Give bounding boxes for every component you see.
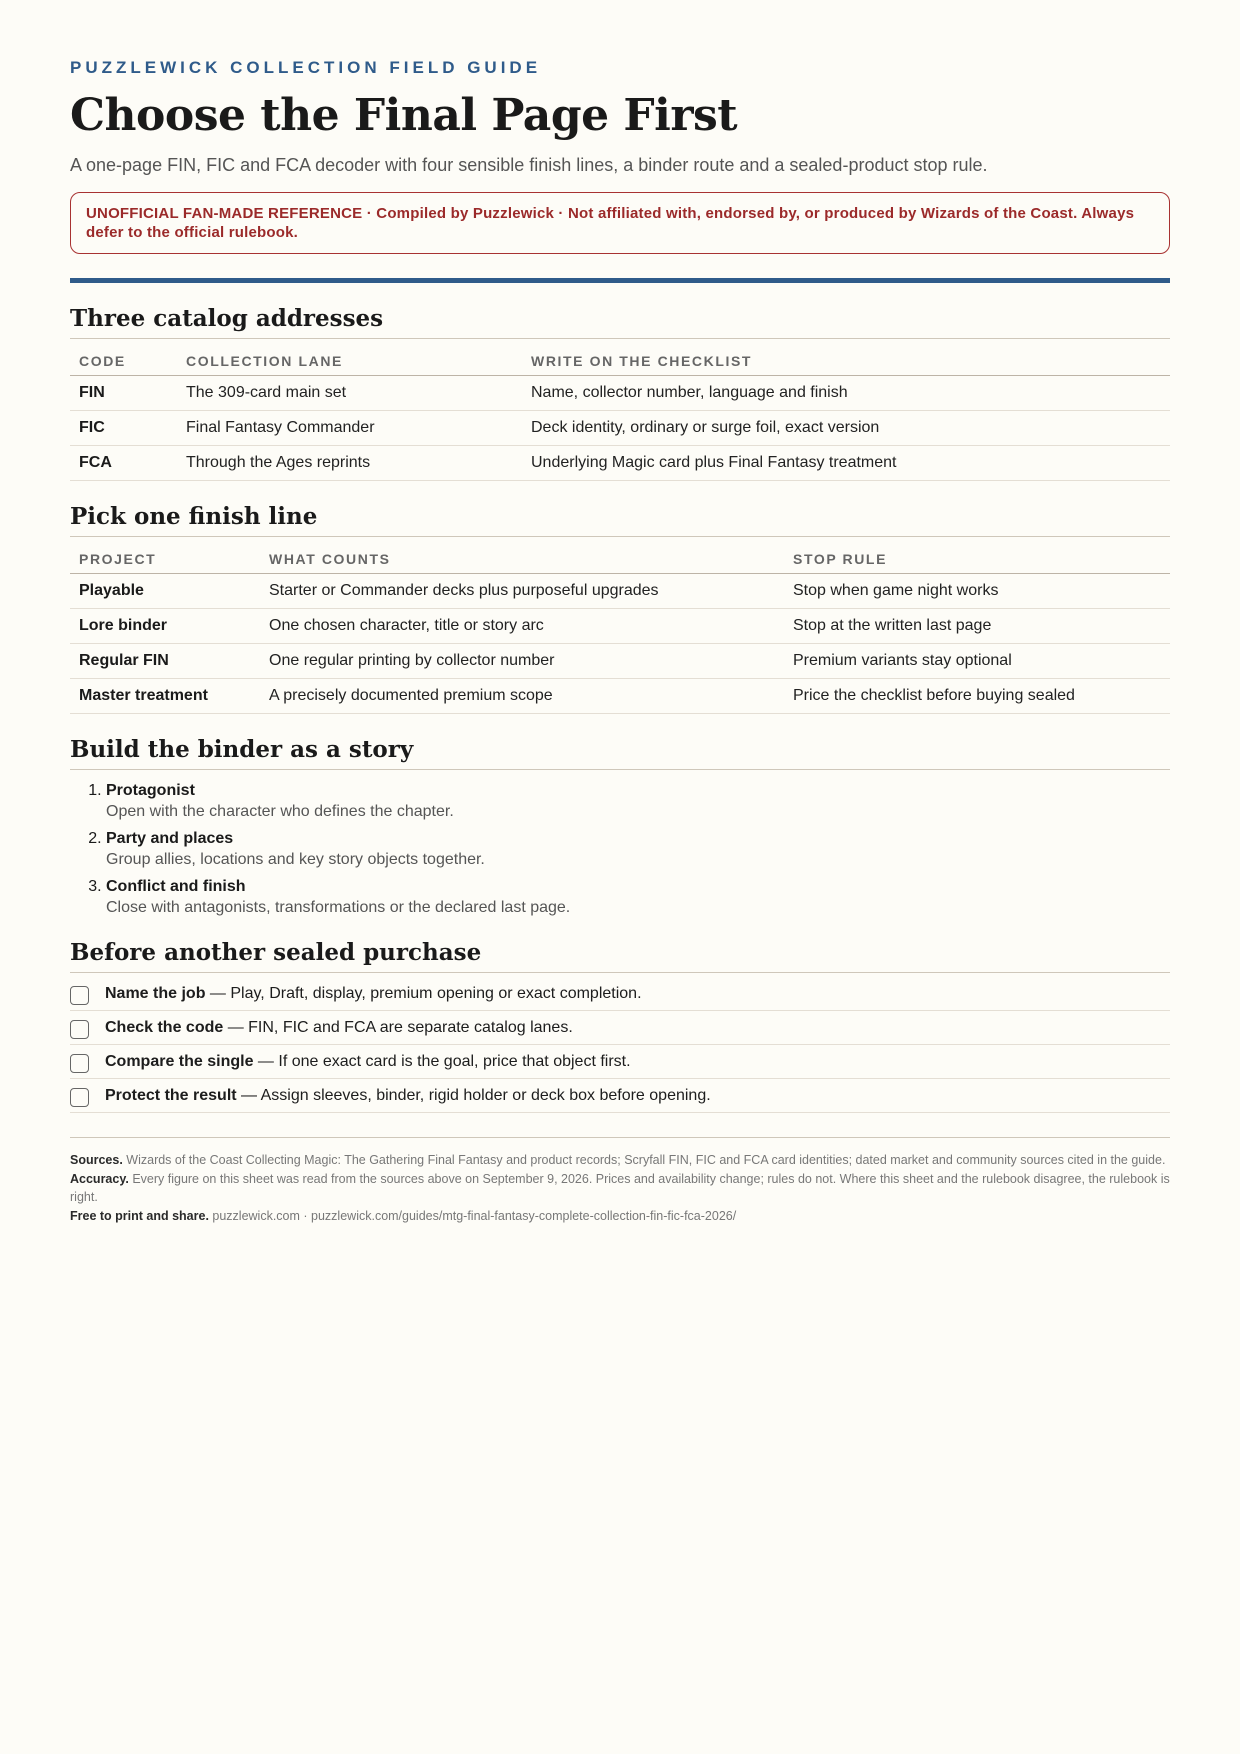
table-cell: Price the checklist before buying sealed <box>784 679 1170 714</box>
sealed-section <box>70 939 1170 1113</box>
table-cell: One chosen character, title or story arc <box>260 609 784 644</box>
step-description: Close with antagonists, transformations or the declared last page. <box>106 899 571 916</box>
step-title: 3. Conflict and finish <box>106 878 246 895</box>
step-title: 2. Party and places <box>106 830 234 847</box>
checklist-text <box>105 1019 573 1037</box>
checklist-item <box>70 1079 1170 1113</box>
list-item <box>106 782 1170 821</box>
accuracy-line <box>70 1170 1170 1206</box>
checklist-title: Name the job <box>105 984 206 1002</box>
table-cell: One regular printing by collector number <box>260 644 784 679</box>
table-cell: Lore binder <box>70 609 260 644</box>
step-description: Group allies, locations and key story objects together. <box>106 851 485 868</box>
checklist-detail: — If one exact card is the goal, price that object first. <box>253 1052 631 1070</box>
table-row <box>70 376 1170 411</box>
checklist-title: Protect the result <box>105 1086 237 1104</box>
finish-heading: Pick one finish line <box>70 503 1170 537</box>
table-cell: Deck identity, ordinary or surge foil, exact version <box>522 411 1170 446</box>
checklist-text <box>105 985 642 1003</box>
table-cell: A precisely documented premium scope <box>260 679 784 714</box>
table-cell: FCA <box>70 446 177 481</box>
table-cell: Master treatment <box>70 679 260 714</box>
finish-section <box>70 503 1170 714</box>
unofficial-notice: UNOFFICIAL FAN-MADE REFERENCE · Compiled by Puzzlewick · Not affiliated with, endorsed by, or produced by Wizards of the Coast. Always defer to the official rulebook. <box>70 192 1170 254</box>
column-header: WHAT COUNTS <box>260 537 784 574</box>
table-row <box>70 411 1170 446</box>
table-cell: Starter or Commander decks plus purposeful upgrades <box>260 574 784 609</box>
sources-label: Sources. <box>70 1153 123 1167</box>
binder-heading: Build the binder as a story <box>70 736 1170 770</box>
column-header: STOP RULE <box>784 537 1170 574</box>
column-header: WRITE ON THE CHECKLIST <box>522 339 1170 376</box>
catalog-section <box>70 305 1170 481</box>
table-cell: Playable <box>70 574 260 609</box>
checklist-item <box>70 977 1170 1011</box>
checklist-detail: — FIN, FIC and FCA are separate catalog lanes. <box>223 1018 573 1036</box>
checklist-detail: — Assign sleeves, binder, rigid holder or deck box before opening. <box>236 1086 711 1104</box>
checklist-text <box>105 1087 711 1105</box>
checklist-title: Compare the single <box>105 1052 254 1070</box>
share-text: puzzlewick.com · puzzlewick.com/guides/mtg-final-fantasy-complete-collection-fin-fic-fca-2026/ <box>208 1209 737 1223</box>
table-header-row <box>70 339 1170 376</box>
table-cell: The 309-card main set <box>177 376 522 411</box>
page-subtitle: A one-page FIN, FIC and FCA decoder with four sensible finish lines, a binder route and a sealed-product stop rule. <box>70 155 988 175</box>
sources-line <box>70 1151 1170 1169</box>
sources-footer <box>70 1137 1170 1225</box>
checklist-detail: — Play, Draft, display, premium opening or exact completion. <box>205 984 642 1002</box>
binder-steps <box>70 782 1170 917</box>
sources-text: Wizards of the Coast Collecting Magic: The Gathering Final Fantasy and product records; Scryfall FIN, FIC and FCA card identities; dated market and community sources cited in the guide. <box>122 1153 1166 1167</box>
table-cell: Final Fantasy Commander <box>177 411 522 446</box>
table-row <box>70 644 1170 679</box>
catalog-table <box>70 339 1170 481</box>
table-cell: Regular FIN <box>70 644 260 679</box>
header-divider <box>70 278 1170 283</box>
checkbox[interactable] <box>70 1020 89 1039</box>
list-item <box>106 830 1170 869</box>
accuracy-label: Accuracy. <box>70 1172 129 1186</box>
table-cell: Name, collector number, language and finish <box>522 376 1170 411</box>
sealed-heading: Before another sealed purchase <box>70 939 1170 973</box>
catalog-heading: Three catalog addresses <box>70 305 1170 339</box>
table-row <box>70 574 1170 609</box>
page-title: Choose the Final Page First <box>70 90 738 141</box>
step-description: Open with the character who defines the chapter. <box>106 803 454 820</box>
checkbox[interactable] <box>70 986 89 1005</box>
table-cell: FIC <box>70 411 177 446</box>
table-cell: Stop at the written last page <box>784 609 1170 644</box>
list-item <box>106 878 1170 917</box>
table-cell: Through the Ages reprints <box>177 446 522 481</box>
accuracy-text: Every figure on this sheet was read from the sources above on September 9, 2026. Prices and availability change; rules do not. Where this sheet and the rulebook disagree, the rulebook is right. <box>70 1172 1170 1204</box>
binder-section <box>70 736 1170 917</box>
column-header: COLLECTION LANE <box>177 339 522 376</box>
table-cell: Premium variants stay optional <box>784 644 1170 679</box>
kicker: PUZZLEWICK COLLECTION FIELD GUIDE <box>70 58 542 77</box>
checklist-text <box>105 1053 631 1071</box>
table-header-row <box>70 537 1170 574</box>
checklist-item <box>70 1011 1170 1045</box>
table-row <box>70 609 1170 644</box>
column-header: CODE <box>70 339 177 376</box>
table-cell: Stop when game night works <box>784 574 1170 609</box>
step-title: 1. Protagonist <box>106 782 195 799</box>
table-row <box>70 679 1170 714</box>
sealed-checklist <box>70 977 1170 1113</box>
share-line <box>70 1207 1170 1225</box>
checklist-title: Check the code <box>105 1018 224 1036</box>
checkbox[interactable] <box>70 1054 89 1073</box>
table-row <box>70 446 1170 481</box>
checklist-item <box>70 1045 1170 1079</box>
finish-table <box>70 537 1170 714</box>
table-cell: Underlying Magic card plus Final Fantasy treatment <box>522 446 1170 481</box>
share-label: Free to print and share. <box>70 1209 209 1223</box>
table-cell: FIN <box>70 376 177 411</box>
checkbox[interactable] <box>70 1088 89 1107</box>
column-header: PROJECT <box>70 537 260 574</box>
